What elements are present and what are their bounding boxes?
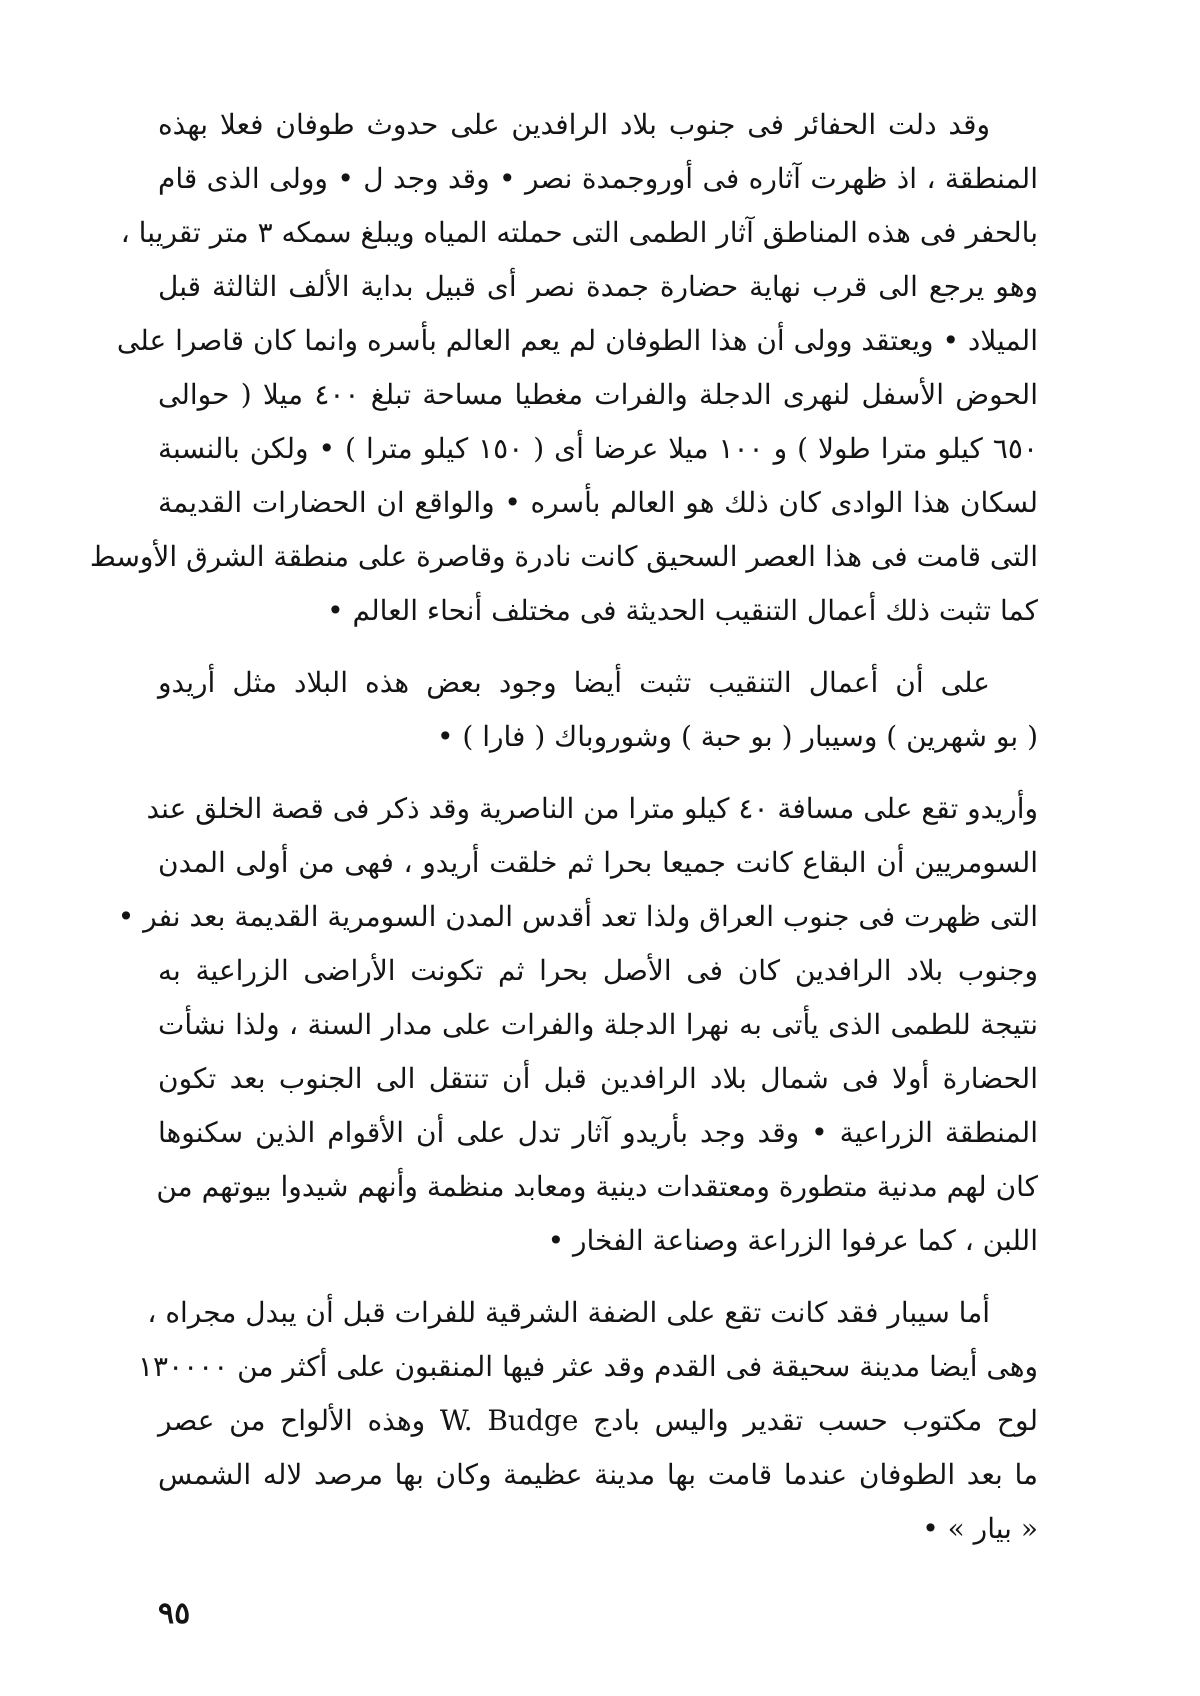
text-line: لسكان هذا الوادى كان ذلك هو العالم بأسره • والواقع ان الحضارات القديمة <box>158 486 1038 519</box>
text-line: ( بو شهرين ) وسيبار ( بو حبة ) وشوروباك ( فارا ) • <box>436 720 1038 753</box>
text-line: كما تثبت ذلك أعمال التنقيب الحديثة فى مختلف أنحاء العالم • <box>327 594 1038 627</box>
text-line: نتيجة للطمى الذى يأتى به نهرا الدجلة والفرات على مدار السنة ، ولذا نشأت <box>158 1008 1038 1041</box>
body-text <box>89 98 1038 1556</box>
text-line: المنطقة ، اذ ظهرت آثاره فى أوروجمدة نصر • وقد وجد ل • وولى الذى قام <box>158 162 1038 195</box>
text-line: وجنوب بلاد الرافدين كان فى الأصل بحرا ثم تكونت الأراضى الزراعية به <box>158 954 1038 987</box>
page-number: ٩٥ <box>158 1596 191 1631</box>
paragraph-eridu <box>117 782 1038 1268</box>
paragraph-spacer <box>158 638 1038 656</box>
paragraph-spacer <box>158 764 1038 782</box>
text-line: على أن أعمال التنقيب تثبت أيضا وجود بعض هذه البلاد مثل أريدو <box>158 666 990 699</box>
text-line: أما سيبار فقد كانت تقع على الضفة الشرقية للفرات قبل أن يبدل مجراه ، <box>147 1296 990 1329</box>
text-line: وهى أيضا مدينة سحيقة فى القدم وقد عثر فيها المنقبون على أكثر من ١٣٠٠٠٠ <box>138 1350 1038 1383</box>
paragraph-excavated-cities <box>158 656 1038 764</box>
text-line: « بيار » • <box>922 1512 1038 1545</box>
text-line: اللبن ، كما عرفوا الزراعة وصناعة الفخار • <box>547 1224 1038 1257</box>
text-line: بالحفر فى هذه المناطق آثار الطمى التى حملته المياه ويبلغ سمكه ٣ متر تقريبا ، <box>120 216 1038 249</box>
paragraph-sippar <box>138 1286 1038 1556</box>
text-line: لوح مكتوب حسب تقدير واليس بادج W. Budge وهذه الألواح من عصر <box>158 1404 1038 1437</box>
text-line: وقد دلت الحفائر فى جنوب بلاد الرافدين على حدوث طوفان فعلا بهذه <box>158 108 991 141</box>
text-line: ٦٥٠ كيلو مترا طولا ) و ١٠٠ ميلا عرضا أى ( ١٥٠ كيلو مترا ) • ولكن بالنسبة <box>158 432 1038 465</box>
paragraph-flood-evidence <box>89 98 1038 638</box>
text-line: الميلاد • ويعتقد وولى أن هذا الطوفان لم يعم العالم بأسره وانما كان قاصرا على <box>116 324 1038 357</box>
text-line: كان لهم مدنية متطورة ومعتقدات دينية ومعابد منظمة وأنهم شيدوا بيوتهم من <box>156 1170 1038 1203</box>
text-line: وهو يرجع الى قرب نهاية حضارة جمدة نصر أى قبيل بداية الألف الثالثة قبل <box>158 270 1038 303</box>
paragraph-spacer <box>158 1268 1038 1286</box>
text-line: الحوض الأسفل لنهرى الدجلة والفرات مغطيا مساحة تبلغ ٤٠٠ ميلا ( حوالى <box>158 378 1038 411</box>
text-line: السومريين أن البقاع كانت جميعا بحرا ثم خلقت أريدو ، فهى من أولى المدن <box>158 846 1038 879</box>
text-line: التى قامت فى هذا العصر السحيق كانت نادرة وقاصرة على منطقة الشرق الأوسط <box>89 540 1038 573</box>
text-line: ما بعد الطوفان عندما قامت بها مدينة عظيمة وكان بها مرصد لاله الشمس <box>158 1458 1038 1491</box>
text-line: التى ظهرت فى جنوب العراق ولذا تعد أقدس المدن السومرية القديمة بعد نفر • <box>117 900 1038 933</box>
text-line: المنطقة الزراعية • وقد وجد بأريدو آثار تدل على أن الأقوام الذين سكنوها <box>158 1116 1038 1149</box>
text-line: وأريدو تقع على مسافة ٤٠ كيلو مترا من الناصرية وقد ذكر فى قصة الخلق عند <box>146 792 1038 825</box>
text-line: الحضارة أولا فى شمال بلاد الرافدين قبل أن تنتقل الى الجنوب بعد تكون <box>158 1062 1038 1095</box>
